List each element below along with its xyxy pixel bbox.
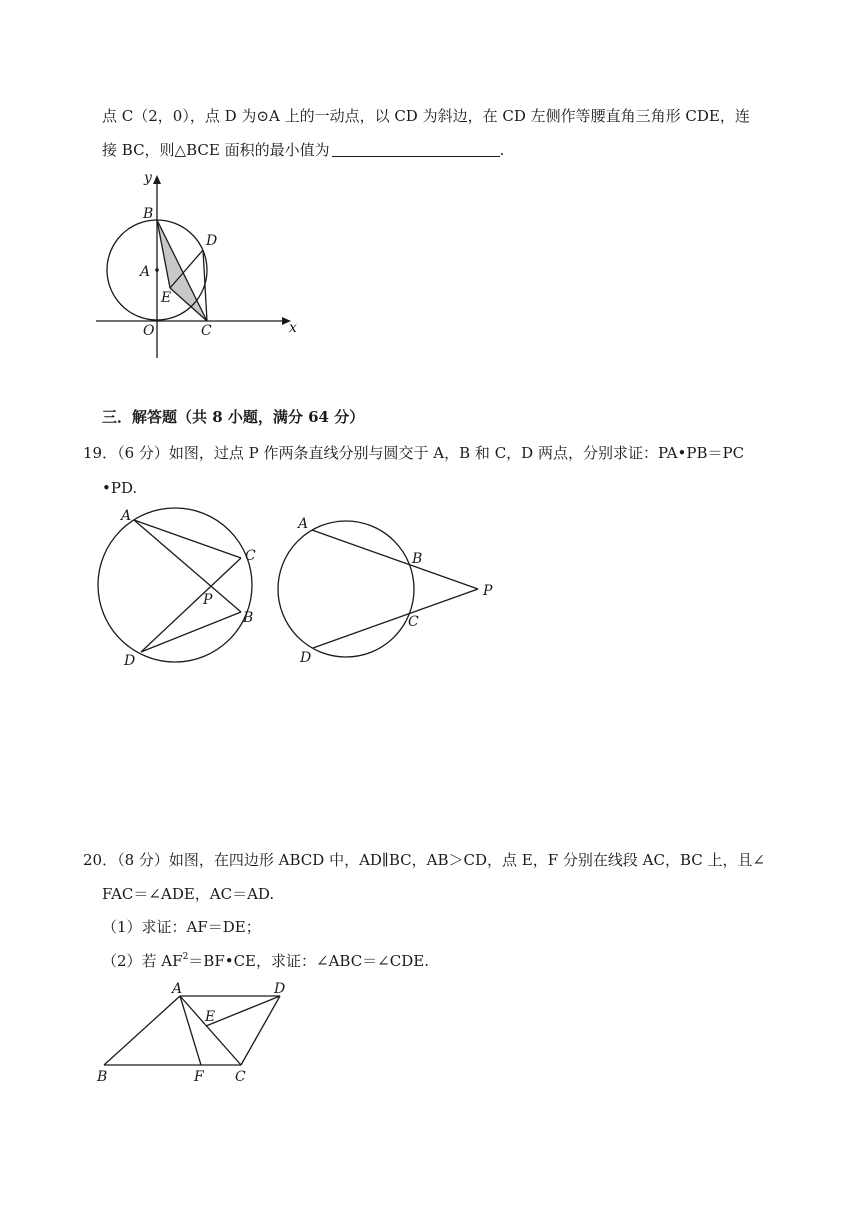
q18-text-line1: 点 C（2，0），点 D 为⊙A 上的一动点，以 CD 为斜边，在 CD 左侧作等腰直角三角形 CDE，连 [102, 107, 750, 125]
q20-label-a: A [172, 981, 183, 997]
q18-label-c: C [201, 323, 212, 339]
q20-seg-dc [241, 996, 280, 1065]
q20-text-line2: FAC＝∠ADE，AC＝AD. [102, 885, 275, 903]
q18-label-b: B [143, 206, 154, 222]
q20-label-e: E [205, 1009, 216, 1025]
q19-f2-label-b: B [412, 551, 423, 567]
q19-f1-label-a: A [121, 508, 132, 524]
q20-seg-af [180, 996, 201, 1065]
q20-part2-b: ＝BF•CE，求证：∠ABC＝∠CDE. [188, 952, 429, 970]
q19-f1-label-c: C [245, 548, 256, 564]
q19-f1-label-d: D [124, 653, 136, 669]
q20-part2-sup: 2 [182, 952, 189, 962]
section-3-title: 三．解答题（共 8 小题，满分 64 分） [102, 408, 365, 426]
q20-label-d: D [274, 981, 286, 997]
q18-label-y: y [144, 170, 152, 186]
q19-text-line2: •PD. [102, 479, 138, 497]
q20-label-c: C [235, 1069, 246, 1085]
q18-label-x: x [289, 320, 297, 336]
q20-text-line1: 20．（8 分）如图，在四边形 ABCD 中，AD∥BC，AB＞CD，点 E，F 分别在线段 AC，BC 上，且∠ [83, 851, 766, 869]
q19-f2-label-p: P [483, 583, 493, 599]
q20-seg-ac [180, 996, 241, 1065]
q20-part1: （1）求证：AF＝DE； [102, 918, 261, 936]
q19-f2-label-c: C [408, 614, 419, 630]
q19-text-line1: 19．（6 分）如图，过点 P 作两条直线分别与圆交于 A，B 和 C，D 两点，分别求证：PA•PB＝PC [83, 444, 745, 462]
q20-label-b: B [97, 1069, 108, 1085]
q18-label-a: A [140, 264, 151, 280]
q19-f1-label-p: P [203, 592, 213, 608]
q20-seg-ab [104, 996, 180, 1065]
q20-label-f: F [194, 1069, 204, 1085]
q20-part2-a: （2）若 AF [102, 952, 183, 970]
q18-text-line2-main: 接 BC，则△BCE 面积的最小值为 [102, 141, 330, 159]
q18-text-line2-end: . [499, 141, 505, 159]
q20-seg-de [206, 996, 280, 1026]
q18-label-d: D [206, 233, 218, 249]
q19-f2-label-d: D [300, 650, 312, 666]
q18-label-e: E [161, 290, 172, 306]
q19-f1-label-b: B [243, 610, 254, 626]
q18-label-o: O [143, 323, 155, 339]
q19-f2-label-a: A [298, 516, 309, 532]
